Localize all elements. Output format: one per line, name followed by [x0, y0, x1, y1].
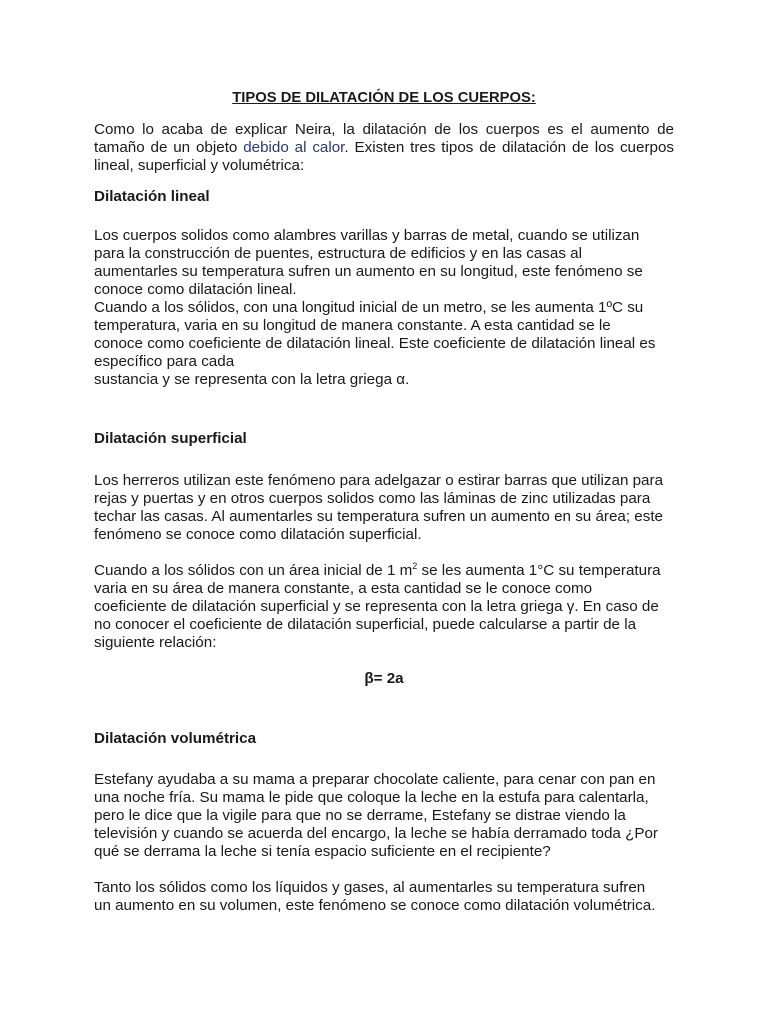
volumetrica-line: una noche fría. Su mama le pide que coloque la leche en la estufa para calentarla, [94, 789, 649, 806]
intro-paragraph [94, 121, 674, 175]
lineal-line: conoce como dilatación lineal. [94, 281, 297, 298]
superficial-line: techar las casas. Al aumentarles su temperatura sufren un aumento en su área; este [94, 508, 664, 525]
lineal-line: Cuando a los sólidos, con una longitud inicial de un metro, se les aumenta 1ºC su [94, 299, 644, 316]
lineal-line: para la construcción de puentes, estructura de edificios y en las casas al [94, 245, 582, 262]
superficial-line: coeficiente de dilatación superficial y se representa con la letra griega γ. En caso de [94, 598, 659, 615]
volumetrica-line: Tanto los sólidos como los líquidos y gases, al aumentarles su temperatura sufren [94, 879, 646, 896]
lineal-line: conoce como coeficiente de dilatación lineal. Este coeficiente de dilatación lineal es [94, 335, 656, 352]
superficial-line: no conocer el coeficiente de dilatación superficial, puede calcularse a partir de la [94, 616, 637, 633]
lineal-line: sustancia y se representa con la letra griega α. [94, 371, 410, 388]
superficial-line: varia en su área de manera constante, a esta cantidad se le conoce como [94, 580, 593, 597]
superficial-text-part: se les aumenta 1°C su temperatura [417, 562, 661, 579]
volumetrica-line: Estefany ayudaba a su mama a preparar chocolate caliente, para cenar con pan en [94, 771, 656, 788]
lineal-line: temperatura, varia en su longitud de manera constante. A esta cantidad se le [94, 317, 611, 334]
formula-beta: β= 2a [364, 670, 404, 687]
superficial-line: rejas y puertas y en otros cuerpos solidos como las láminas de zinc utilizadas para [94, 490, 651, 507]
heading-dilatacion-lineal: Dilatación lineal [94, 188, 210, 205]
intro-text-start: Como lo acaba de explicar Neira, la dilatación de los cuerpos es el aumento de tamaño de un objeto [94, 121, 674, 156]
superficial-line: Los herreros utilizan este fenómeno para adelgazar o estirar barras que utilizan para [94, 472, 664, 489]
heading-dilatacion-volumetrica: Dilatación volumétrica [94, 730, 257, 747]
superficial-line: siguiente relación: [94, 634, 217, 651]
superficial-line: fenómeno se conoce como dilatación superficial. [94, 526, 422, 543]
volumetrica-line: un aumento en su volumen, este fenómeno se conoce como dilatación volumétrica. [94, 897, 656, 914]
document-title: TIPOS DE DILATACIÓN DE LOS CUERPOS: [232, 90, 536, 106]
superficial-line-with-superscript [94, 562, 661, 580]
lineal-line: aumentarles su temperatura sufren un aumento en su longitud, este fenómeno se [94, 263, 643, 280]
lineal-line: Los cuerpos solidos como alambres varillas y barras de metal, cuando se utilizan [94, 227, 640, 244]
volumetrica-line: qué se derrama la leche si tenía espacio suficiente en el recipiente? [94, 843, 551, 860]
superficial-text-part: Cuando a los sólidos con un área inicial de 1 m [94, 562, 413, 579]
superscript-2: 2 [412, 561, 418, 571]
intro-text-end: . Existen tres tipos de dilatación de los cuerpos lineal, superficial y volumétrica: [94, 139, 674, 174]
lineal-line: específico para cada [94, 353, 235, 370]
heading-dilatacion-superficial: Dilatación superficial [94, 430, 247, 447]
volumetrica-line: pero le dice que la vigile para que no se derrame, Estefany se distrae viendo la [94, 807, 626, 824]
volumetrica-line: televisión y cuando se acuerda del encargo, la leche se había derramado toda ¿Por [94, 825, 658, 842]
intro-link-debido-al-calor[interactable]: debido al calor [243, 139, 345, 156]
